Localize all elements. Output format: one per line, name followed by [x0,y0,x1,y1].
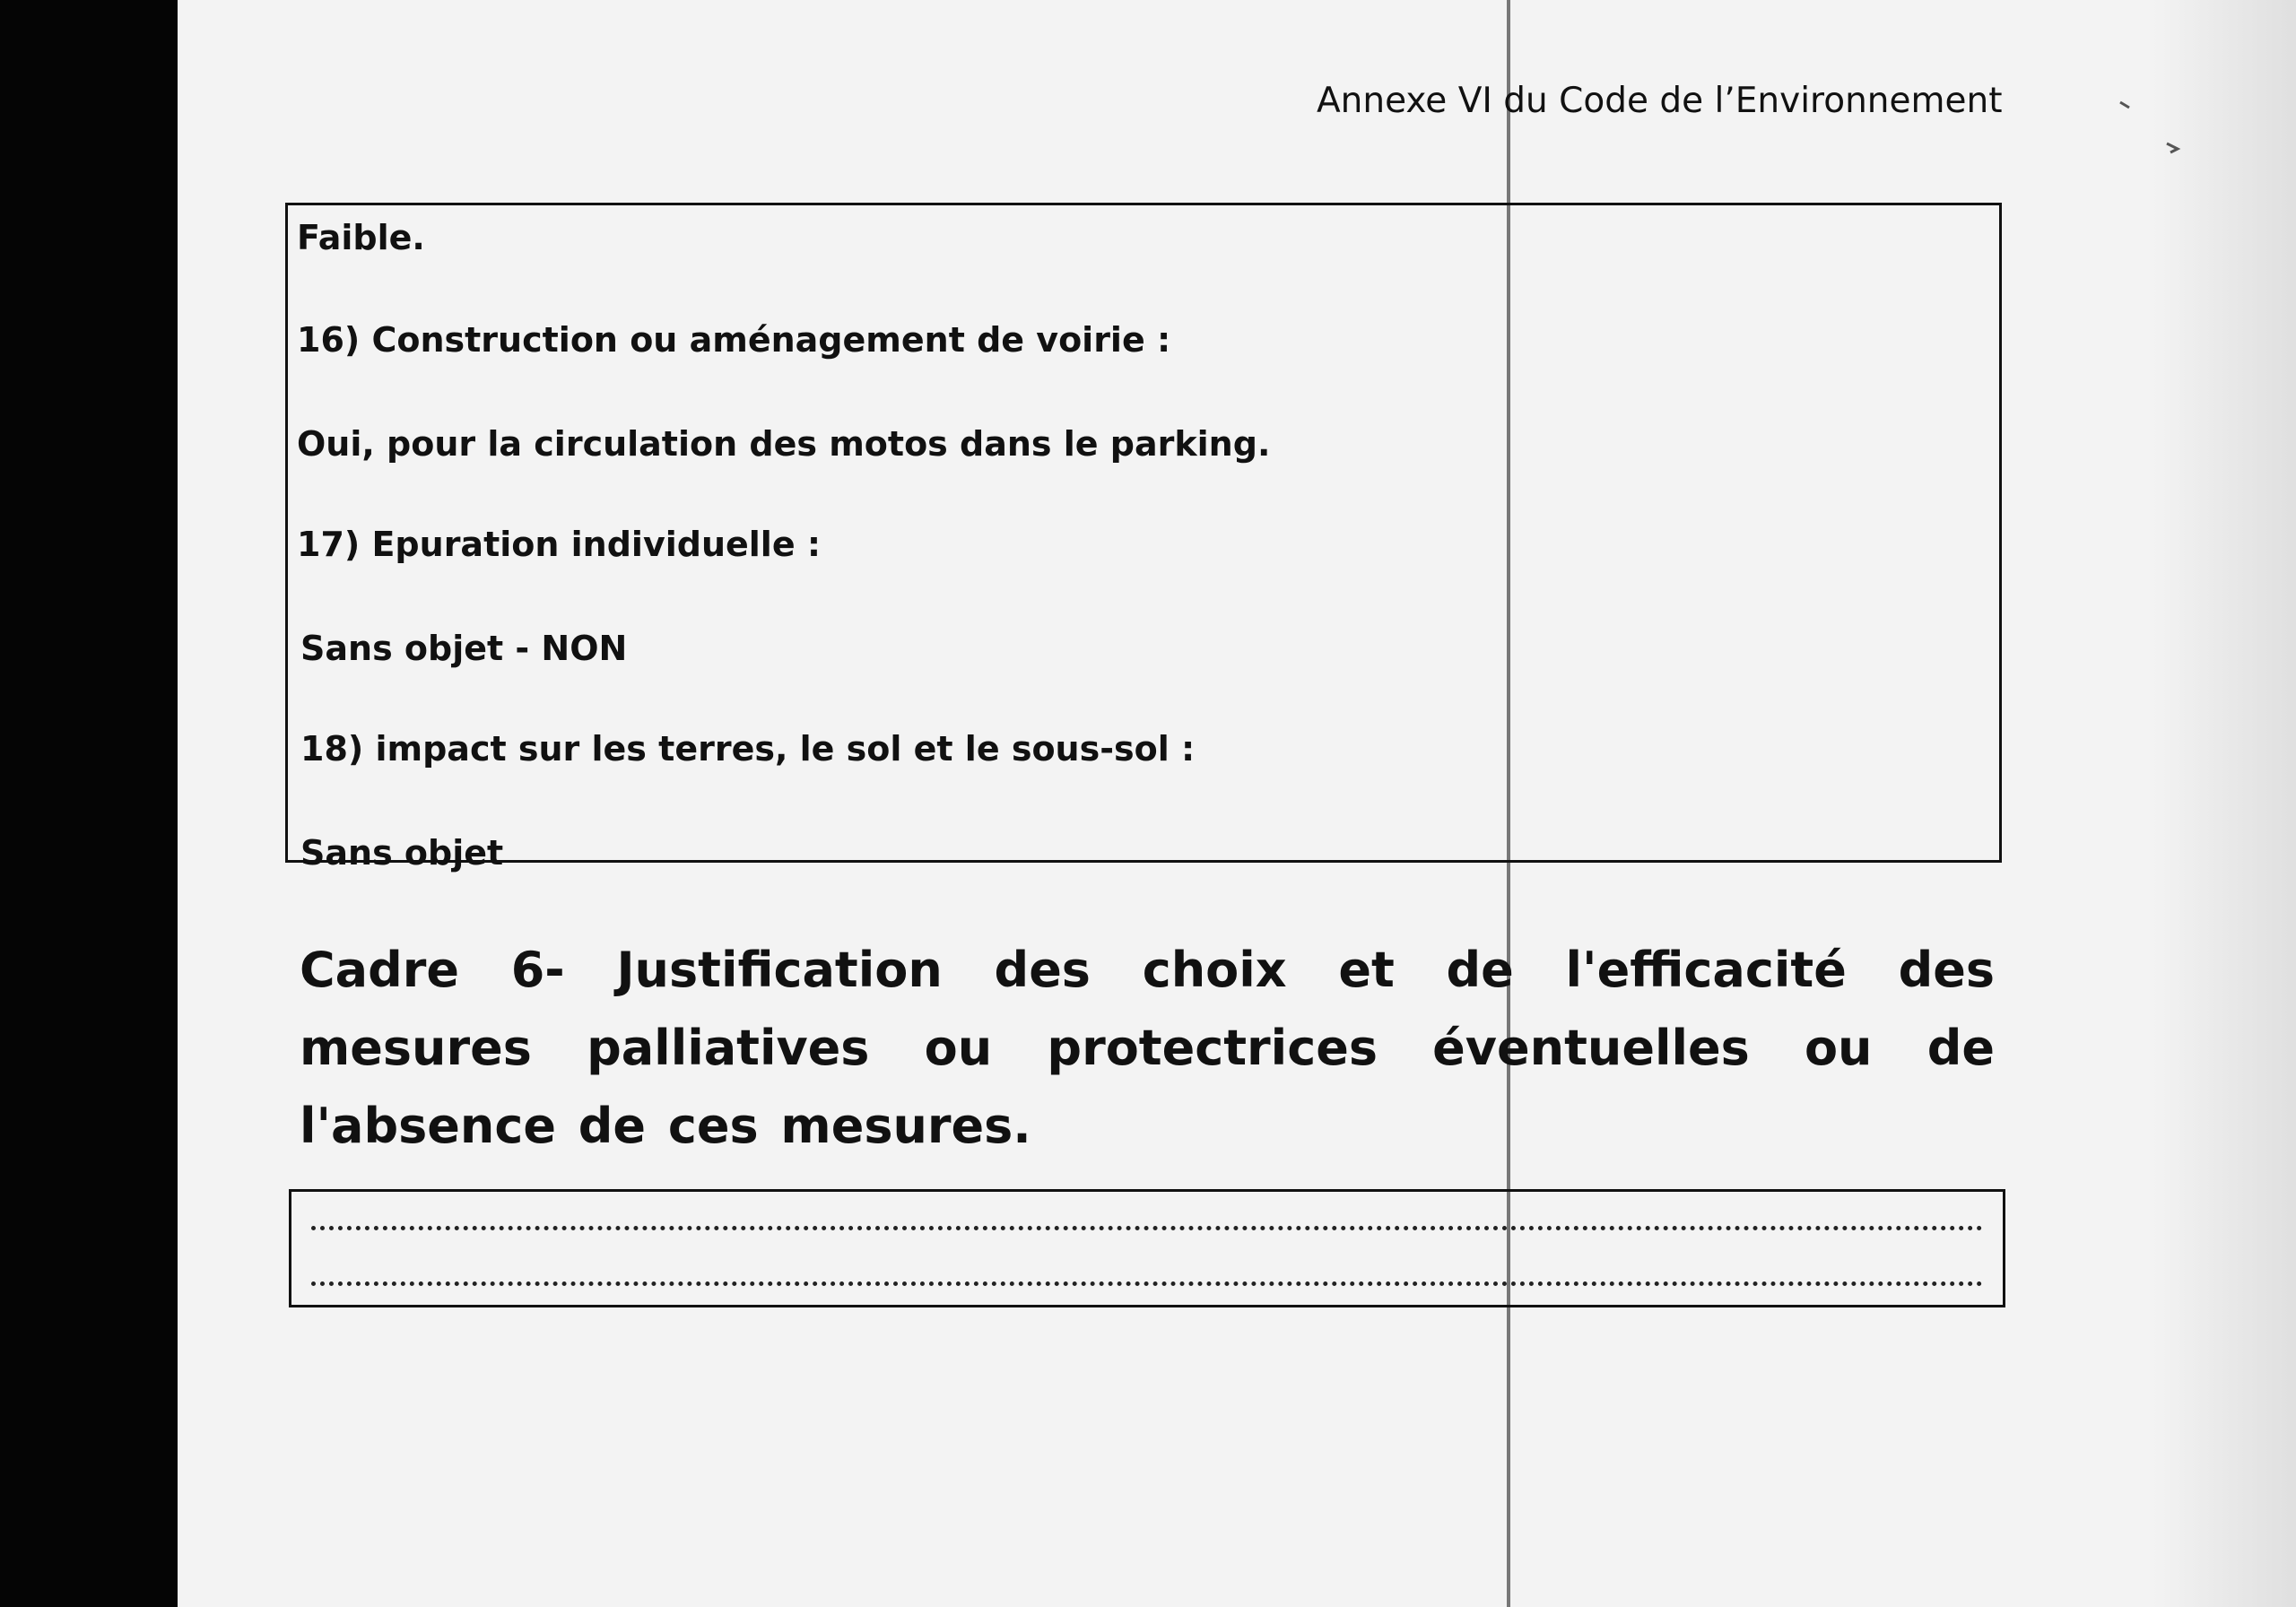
document-page [178,0,2296,1607]
question-16: 16) Construction ou aménagement de voirie : [297,320,1171,360]
paper-crease-mark [2117,99,2188,170]
answer-faible: Faible. [297,218,425,257]
cadre-6-heading: Cadre 6- Justification des choix et de l'efficacité des mesures palliatives ou protectrices éventuelles ou de l'absence de ces mesures. [300,942,1995,1154]
answer-17: Sans objet - NON [300,629,628,668]
annex-header: Annexe VI du Code de l’Environnement [1317,81,2003,121]
question-17: 17) Epuration individuelle : [297,525,822,564]
question-18: 18) impact sur les terres, le sol et le sous-sol : [300,729,1196,769]
answer-16: Oui, pour la circulation des motos dans le parking. [297,424,1271,464]
page-shadow [2152,0,2296,1607]
answers-box [285,203,2002,873]
dotted-line [311,1226,1983,1230]
answer-18: Sans objet [300,833,504,873]
scanner-left-edge [0,0,178,1607]
dotted-line [311,1281,1983,1286]
justification-box [289,1189,2005,1307]
